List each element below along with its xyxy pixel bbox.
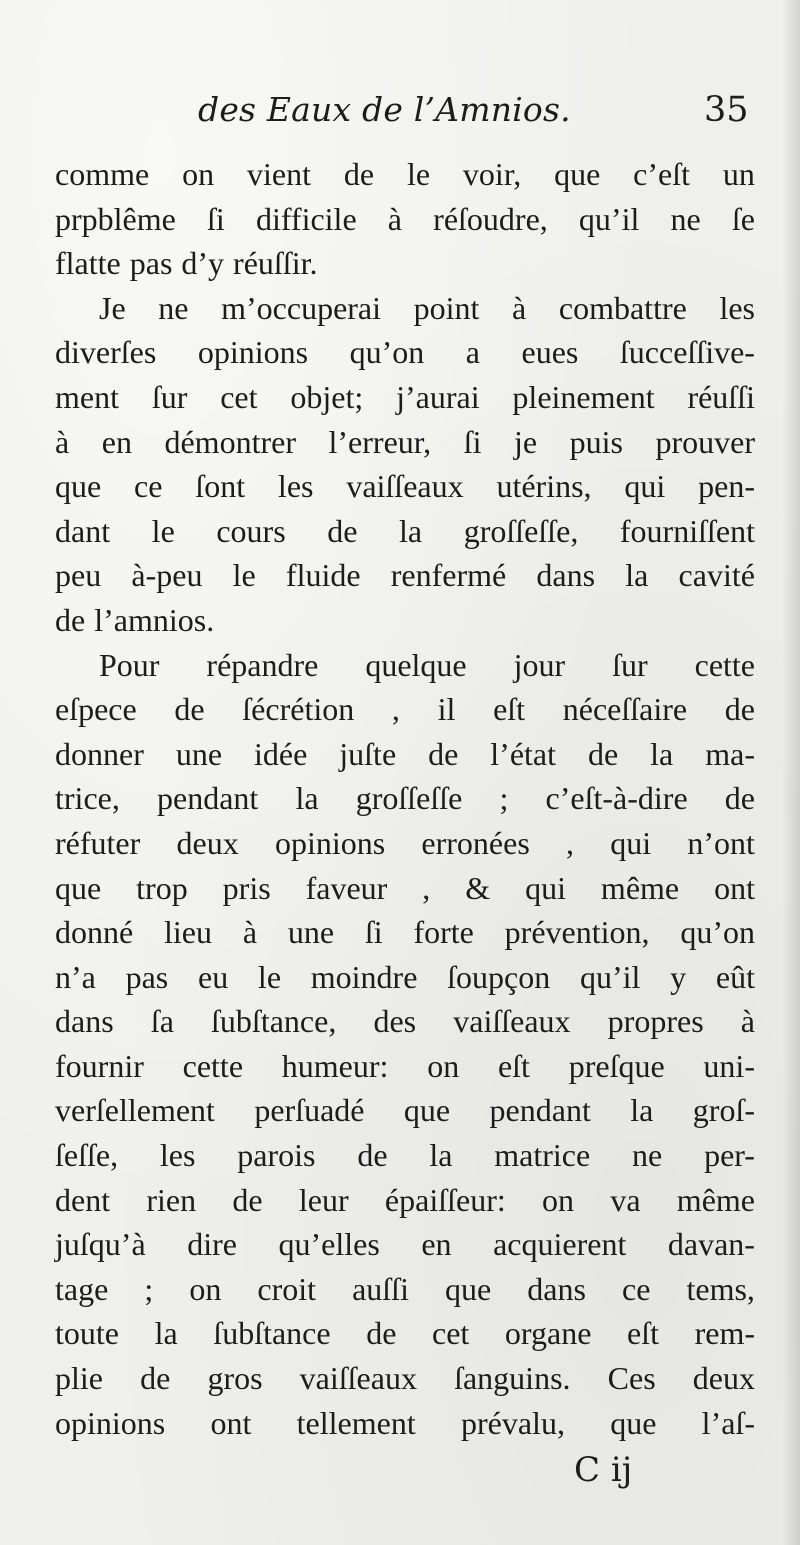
text-line: flatte pas d’y réuſſir.: [55, 245, 318, 282]
text-line: toute la ſubſtance de cet organe eſt rem-: [55, 1315, 755, 1352]
text-line: donné lieu à une ſi forte prévention, qu’on: [55, 914, 755, 951]
text-line: à en démontrer l’erreur, ſi je puis prouver: [55, 423, 755, 460]
running-head: [0, 88, 800, 138]
body-text: [55, 152, 755, 1445]
text-line: ment ſur cet objet; j’aurai pleinement réuſſi: [55, 378, 755, 415]
text-line: fournir cette humeur: on eſt preſque uni-: [55, 1047, 755, 1084]
text-line: Pour répandre quelque jour ſur cette: [99, 646, 755, 683]
text-line: de l’amnios.: [55, 601, 215, 638]
text-line: que ce ſont les vaiſſeaux utérins, qui pen-: [55, 468, 755, 505]
page-edge-shadow: [782, 0, 800, 1545]
page-number: 35: [704, 90, 749, 130]
text-line: juſqu’à dire qu’elles en acquierent davan-: [55, 1226, 755, 1263]
text-line: trice, pendant la groſſeſſe ; c’eſt-à-dire de: [55, 780, 755, 817]
text-line: eſpece de ſécrétion , il eſt néceſſaire de: [55, 691, 755, 728]
signature-mark: C ij: [574, 1450, 633, 1490]
text-line: que trop pris faveur , & qui même ont: [55, 869, 755, 906]
text-line: Je ne m’occuperai point à combattre les: [99, 289, 755, 326]
text-line: verſellement perſuadé que pendant la groſ-: [55, 1092, 755, 1129]
running-head-title: des Eaux de l’Amnios.: [198, 90, 571, 129]
text-line: dans ſa ſubſtance, des vaiſſeaux propres à: [55, 1003, 755, 1040]
text-line: tage ; on croit auſſi que dans ce tems,: [55, 1270, 755, 1307]
text-line: diverſes opinions qu’on a eues ſucceſſive-: [55, 334, 755, 371]
text-line: ſeſſe, les parois de la matrice ne per-: [55, 1137, 755, 1174]
text-line: plie de gros vaiſſeaux ſanguins. Ces deux: [55, 1360, 755, 1397]
text-line: dant le cours de la groſſeſſe, fourniſſent: [55, 512, 755, 549]
text-line: dent rien de leur épaiſſeur: on va même: [55, 1181, 755, 1218]
text-line: n’a pas eu le moindre ſoupçon qu’il y eût: [55, 958, 755, 995]
text-line: opinions ont tellement prévalu, que l’aſ-: [55, 1404, 755, 1441]
text-line: peu à-peu le fluide renfermé dans la cavité: [55, 557, 755, 594]
text-line: prpblême ſi difficile à réſoudre, qu’il ne ſe: [55, 200, 755, 237]
text-line: réfuter deux opinions erronées , qui n’ont: [55, 824, 755, 861]
text-line: donner une idée juſte de l’état de la ma-: [55, 735, 755, 772]
text-line: comme on vient de le voir, que c’eſt un: [55, 156, 755, 192]
